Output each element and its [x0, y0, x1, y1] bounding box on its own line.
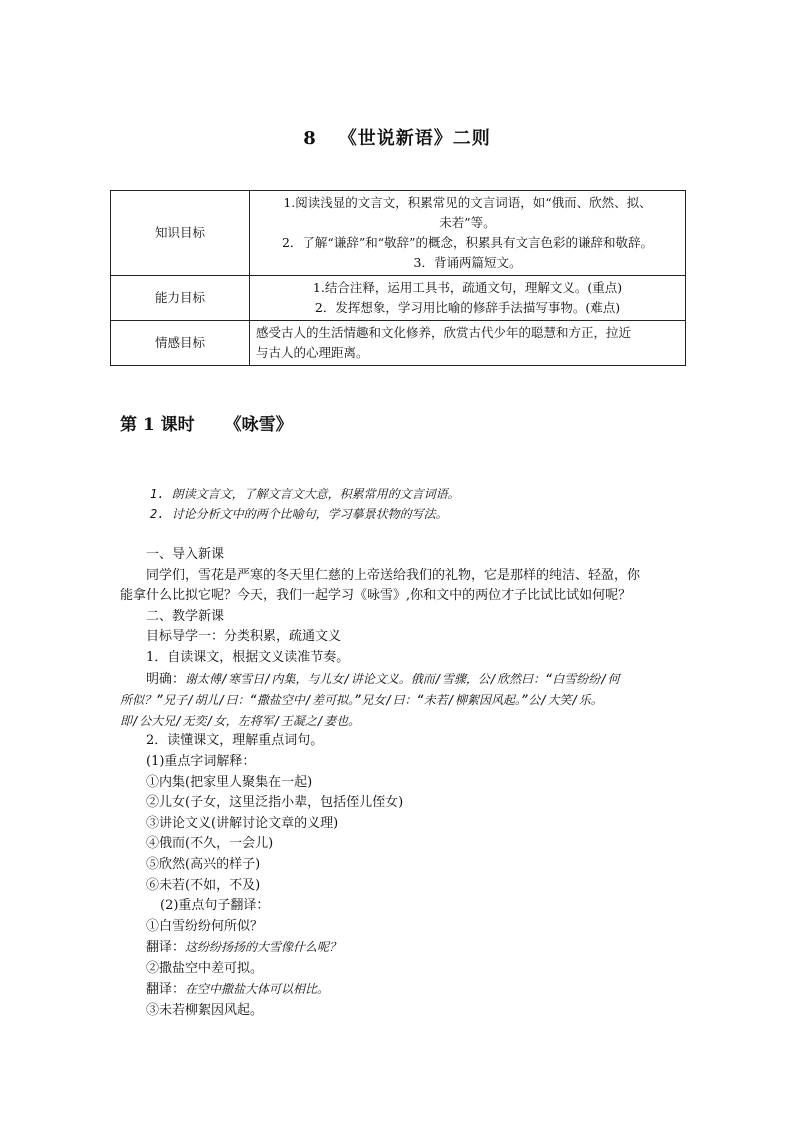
step-heading: 2．读懂课文，理解重点词句。: [146, 733, 324, 749]
translation-text: 在空中撒盐大体可以相比。: [185, 982, 330, 997]
lesson-body: [120, 545, 680, 1022]
clarify-line: 即/公大兄/无奕/女，左将军/王凝之/妻也。: [120, 713, 361, 728]
table-row: [111, 276, 686, 321]
goal-line: 2．发挥想象，学习用比喻的修辞手法描写事物。(难点): [314, 300, 621, 315]
goal-label: 情感目标: [111, 321, 250, 366]
clarify-text: 谢太傅/寒雪日/内集，与儿女/讲论文义。俄而/雪骤，公/欣然曰：“白雪纷纷/何: [185, 671, 620, 686]
goals-table: [110, 190, 686, 366]
goal-content: [250, 191, 686, 276]
translation-label: 翻译：: [146, 940, 186, 956]
lesson-title: 《世说新语》二则: [338, 128, 491, 149]
goal-content: [250, 321, 686, 366]
table-row: [111, 321, 686, 366]
section-heading: 二、教学新课: [146, 608, 225, 624]
word-item: ②儿女(子女，这里泛指小辈，包括侄儿侄女): [146, 795, 404, 811]
goal-line: 1.结合注释，运用工具书，疏通文句，理解文义。(重点): [312, 280, 623, 295]
lesson-heading: [120, 410, 293, 435]
clarify-label: 明确：: [146, 671, 186, 687]
lesson-name: 《咏雪》: [224, 415, 293, 435]
word-item: ③讲论文义(讲解讨论文章的义理): [146, 815, 339, 831]
clarify-line: [120, 669, 680, 691]
objectives-list: [150, 484, 460, 524]
word-item: ⑤欣然(高兴的样子): [146, 856, 261, 872]
goal-line: 1.阅读浅显的文言文，积累常见的文言词语，如“俄而、欣然、拟、: [283, 195, 652, 210]
intro-line: 同学们，雪花是严寒的冬天里仁慈的上帝送给我们的礼物，它是那样的纯洁、轻盈，你: [146, 567, 641, 583]
sentence-item: ①白雪纷纷何所似？: [146, 918, 264, 934]
section-heading: 一、导入新课: [146, 547, 225, 562]
goal-content: [250, 276, 686, 321]
lesson-period: 第 1 课时: [120, 415, 195, 435]
word-item: ⑥未若(不如，不及): [146, 877, 261, 893]
clarify-line: 所似？”兄子/胡儿/曰：“撒盐空中/差可拟。”兄女/曰：“未若/柳絮因风起。”公/大笑/乐。: [120, 693, 603, 708]
translation-line: [120, 979, 680, 1001]
sentence-item: ③未若柳絮因风起。: [146, 1003, 264, 1019]
translation-label: 翻译：: [146, 982, 186, 998]
guide-heading: 目标导学一：分类积累，疏通文义: [146, 629, 342, 645]
goal-line: 2．了解“谦辞”和“敬辞”的概念，积累具有文言色彩的谦辞和敬辞。: [281, 235, 653, 250]
intro-line: 能拿什么比拟它呢？今天，我们一起学习《咏雪》,你和文中的两位才子比试比试如何呢？: [120, 588, 632, 604]
word-item: ④俄而(不久，一会儿): [146, 836, 274, 852]
goal-line: 与古人的心理距离。: [256, 345, 369, 360]
word-item: ①内集(把家里人聚集在一起): [146, 774, 313, 790]
translation-text: 这纷纷扬扬的大雪像什么呢？: [185, 940, 342, 955]
objective-item: 1. 朗读文言文，了解文言文大意，积累常用的文言词语。: [150, 487, 460, 501]
objective-item: 2. 讨论分析文中的两个比喻句，学习摹景状物的写法。: [150, 507, 448, 521]
table-row: [111, 191, 686, 276]
goal-line: 未若”等。: [439, 215, 496, 230]
goal-line: 感受古人的生活情趣和文化修养，欣赏古代少年的聪慧和方正，拉近: [256, 325, 632, 340]
sentences-heading: (2)重点句子翻译：: [160, 898, 270, 914]
sentence-item: ②撒盐空中差可拟。: [146, 960, 264, 976]
goal-line: 3．背诵两篇短文。: [413, 255, 522, 270]
goal-label: 能力目标: [111, 276, 250, 321]
page-title: [0, 124, 794, 150]
lesson-number: 8: [303, 128, 317, 149]
goal-label: 知识目标: [111, 191, 250, 276]
step-heading: 1．自读课文，根据文义读准节奏。: [146, 649, 350, 665]
translation-line: [120, 937, 680, 959]
words-heading: (1)重点字词解释：: [146, 753, 256, 769]
